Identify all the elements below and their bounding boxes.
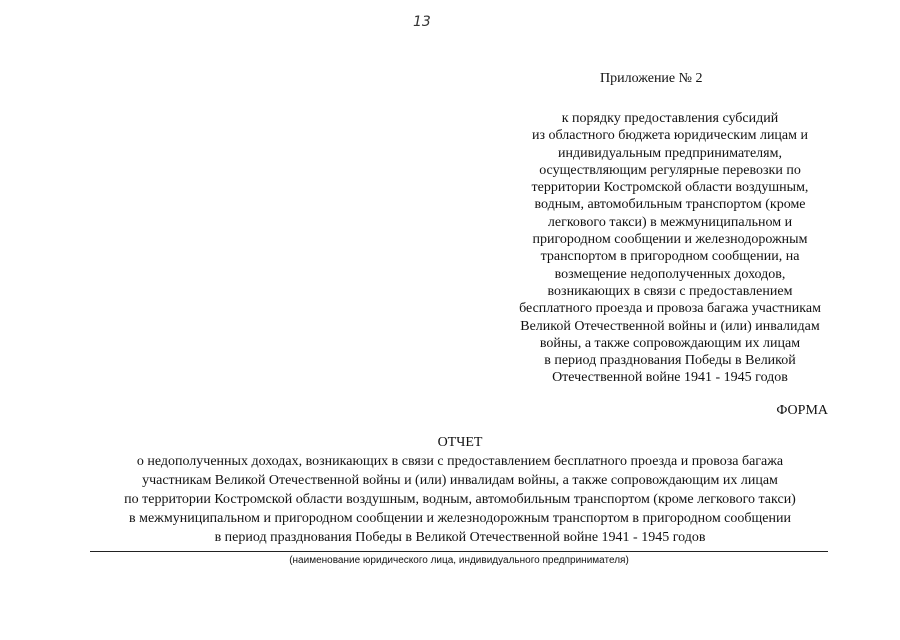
report-subtitle-line: по территории Костромской области воздушным, водным, автомобильным транспортом (кроме легкового такси) xyxy=(124,492,796,507)
appendix-line: территории Костромской области воздушным, xyxy=(531,180,809,196)
report-heading xyxy=(40,433,880,547)
appendix-line: возмещение недополученных доходов, xyxy=(554,266,786,282)
entity-name-field-line xyxy=(90,551,828,552)
appendix-line: из областного бюджета юридическим лицам и xyxy=(532,128,808,144)
appendix-description xyxy=(485,110,855,387)
report-subtitle-line: в межмуниципальном и пригородном сообщении и железнодорожным транспортом в пригородном сообщении xyxy=(129,511,791,526)
appendix-line: к порядку предоставления субсидий xyxy=(561,111,779,126)
report-subtitle-line: о недополученных доходах, возникающих в связи с предоставлением бесплатного проезда и провоза багажа xyxy=(136,454,784,469)
appendix-line: пригородном сообщении и железнодорожным xyxy=(532,232,808,248)
form-label: ФОРМА xyxy=(776,403,828,418)
appendix-line: легкового такси) в межмуниципальном и xyxy=(547,214,793,230)
report-title: ОТЧЕТ xyxy=(437,435,483,450)
report-subtitle-line: в период празднования Победы в Великой Отечественной войне 1941 - 1945 годов xyxy=(214,530,706,545)
appendix-title: Приложение № 2 xyxy=(600,71,703,86)
appendix-line: возникающих в связи с предоставлением xyxy=(547,283,793,299)
appendix-line: индивидуальным предпринимателям, xyxy=(558,145,782,161)
appendix-line: в период празднования Победы в Великой xyxy=(544,353,796,369)
appendix-line: водным, автомобильным транспортом (кроме xyxy=(534,197,806,213)
entity-name-field-caption: (наименование юридического лица, индивидуального предпринимателя) xyxy=(289,555,629,566)
appendix-line: войны, а также сопровождающим их лицам xyxy=(539,335,801,351)
appendix-line: транспортом в пригородном сообщении, на xyxy=(540,249,800,265)
appendix-line: Отечественной войне 1941 - 1945 годов xyxy=(552,370,788,386)
appendix-line: бесплатного проезда и провоза багажа участникам xyxy=(519,301,821,317)
appendix-line: Великой Отечественной войны и (или) инвалидам xyxy=(520,318,820,334)
page-number: 13 xyxy=(413,14,431,30)
appendix-line: осуществляющим регулярные перевозки по xyxy=(539,162,801,178)
report-subtitle-line: участникам Великой Отечественной войны и (или) инвалидам войны, а также сопровождающим их лицам xyxy=(142,473,778,488)
